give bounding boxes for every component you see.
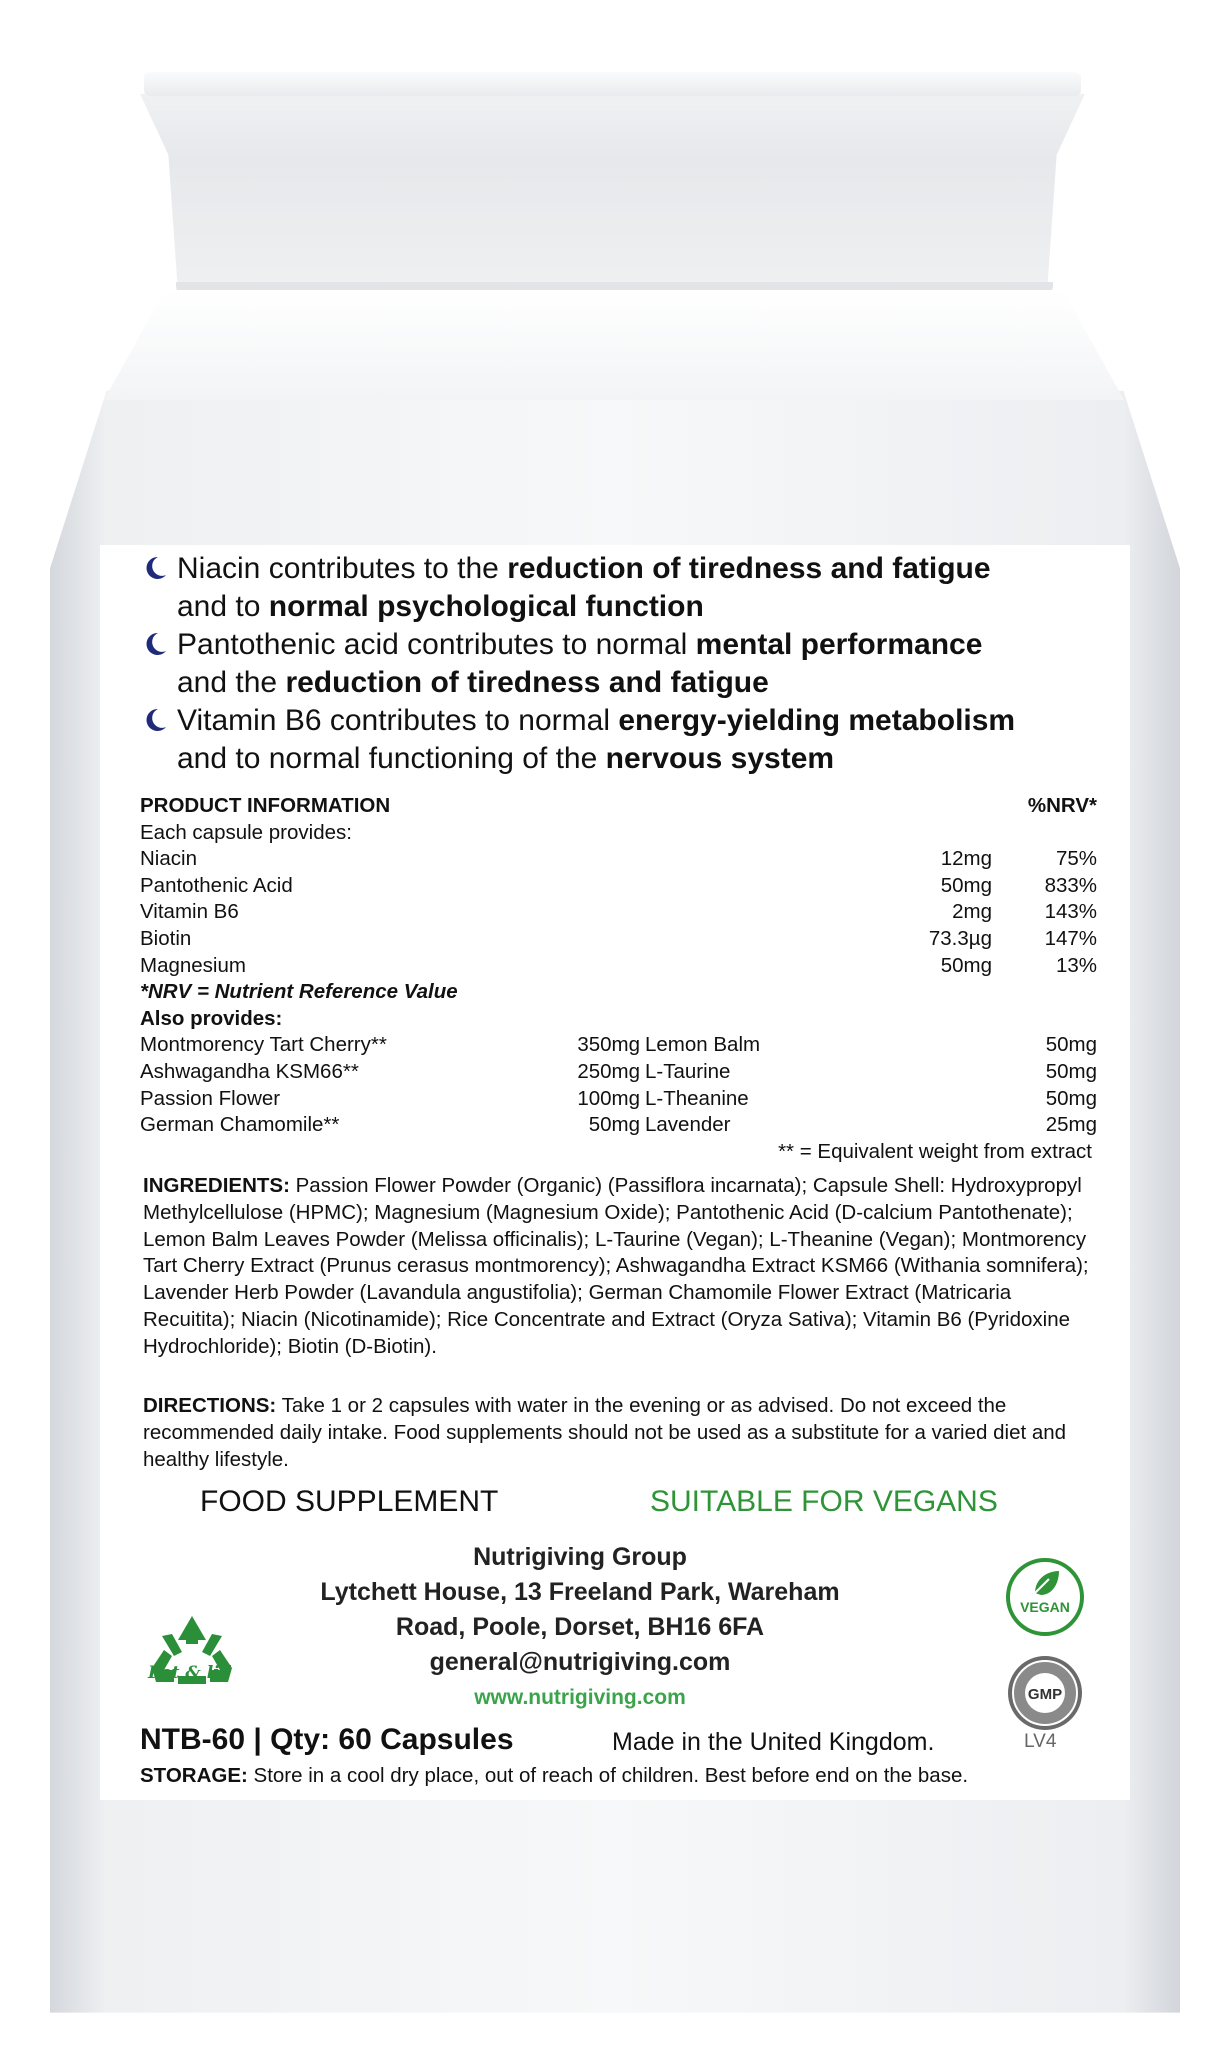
- nutrient-nrv: 147%: [1044, 926, 1097, 950]
- recycle-icon: [142, 1600, 242, 1720]
- also-amount: 50mg: [1045, 1059, 1097, 1083]
- claim-bold: reduction of tiredness and fatigue: [507, 552, 991, 585]
- lid-rim: [144, 72, 1081, 96]
- product-info-heading: PRODUCT INFORMATION: [140, 794, 391, 817]
- also-row: [140, 1112, 1097, 1139]
- suitable-for-vegans-text: SUITABLE FOR VEGANS: [650, 1485, 998, 1518]
- storage-label: STORAGE:: [140, 1764, 248, 1787]
- made-in-text: Made in the United Kingdom.: [612, 1728, 935, 1756]
- also-name: L-Theanine: [645, 1086, 749, 1110]
- nutrient-amount: 73.3µg: [928, 926, 992, 950]
- claim-text: and to: [177, 590, 269, 623]
- food-supplement-text: FOOD SUPPLEMENT: [200, 1485, 499, 1518]
- ingredients-label: INGREDIENTS:: [143, 1174, 290, 1197]
- nutrient-row: [140, 899, 1097, 926]
- nutrient-amount: 2mg: [952, 900, 992, 924]
- nutrient-name: Vitamin B6: [140, 900, 239, 924]
- label-version: LV4: [1024, 1731, 1057, 1752]
- company-website: www.nutrigiving.com: [474, 1686, 686, 1709]
- also-name: Lavender: [645, 1113, 731, 1137]
- claim-pantothenic: [140, 626, 1140, 702]
- also-name: German Chamomile**: [140, 1113, 340, 1137]
- claim-bold: nervous system: [605, 742, 835, 775]
- nutrient-nrv: 143%: [1044, 900, 1097, 924]
- also-amount: 50mg: [1045, 1033, 1097, 1057]
- also-name: Montmorency Tart Cherry**: [140, 1033, 387, 1057]
- product-code: NTB-60 | Qty: 60 Capsules: [140, 1723, 514, 1756]
- health-claims: [140, 550, 1140, 778]
- moon-bullet-icon: [142, 555, 168, 581]
- moon-bullet-icon: [142, 631, 168, 657]
- claim-vitamin-b6: [140, 702, 1140, 778]
- nutrient-row: [140, 846, 1097, 873]
- extract-note: ** = Equivalent weight from extract: [778, 1139, 1092, 1163]
- nutrient-name: Magnesium: [140, 953, 246, 977]
- gmp-seal-icon: [1005, 1653, 1085, 1733]
- claim-bold: normal psychological function: [268, 590, 704, 623]
- vegan-leaf-icon: [1005, 1557, 1085, 1637]
- nutrient-name: Niacin: [140, 847, 197, 871]
- also-name: Passion Flower: [140, 1086, 281, 1110]
- nutrient-nrv: 833%: [1044, 873, 1097, 897]
- bottle-shoulder: [104, 290, 1124, 400]
- nrv-note: *NRV = Nutrient Reference Value: [140, 980, 458, 1004]
- company-email: general@nutrigiving.com: [429, 1648, 731, 1676]
- storage-block: [140, 1764, 968, 1788]
- also-amount: 50mg: [1045, 1086, 1097, 1110]
- nutrient-row: [140, 873, 1097, 900]
- nutrient-amount: 50mg: [940, 953, 992, 977]
- also-amount: 350mg: [577, 1033, 640, 1057]
- claim-niacin: [140, 550, 1140, 626]
- also-amount: 50mg: [588, 1113, 640, 1137]
- claim-bold: reduction of tiredness and fatigue: [285, 666, 769, 699]
- directions-text: Take 1 or 2 capsules with water in the evening or as advised. Do not exceed the recommended daily intake. Food supplements should not be used as a substitute for a varied diet and healthy lifestyle.: [143, 1394, 1067, 1471]
- storage-text: Store in a cool dry place, out of reach of children. Best before end on the base.: [247, 1764, 969, 1787]
- claim-bold: mental performance: [695, 628, 983, 661]
- company-name: Nutrigiving Group: [473, 1543, 687, 1571]
- also-row: [140, 1086, 1097, 1113]
- nutrient-nrv: 75%: [1055, 847, 1097, 871]
- ingredients-text: Passion Flower Powder (Organic) (Passiflora incarnata); Capsule Shell: Hydroxypropyl Methylcellulose (HPMC); Magnesium (Magnesium Oxide); Pantothenic Acid (D-calcium Pantothenate); Lemon Balm Leaves Powder (Melissa officinalis); L-Taurine (Vegan); L-Theanine (Vegan); Montmorency Tart Cherry Extract (Prunus cerasus montmorency); Ashwagandha Extract KSM66 (Withania somnifera); Lavender Herb Powder (Lavandula angustifolia); German Chamomile Flower Extract (Matricaria Recuitita); Niacin (Nicotinamide); Rice Concentrate and Extract (Oryza Sativa); Vitamin B6 (Pyridoxine Hydrochloride); Biotin (D-Biotin).: [143, 1174, 1089, 1358]
- also-amount: 250mg: [577, 1059, 640, 1083]
- also-row: [140, 1032, 1097, 1059]
- claim-text: Vitamin B6 contributes to normal: [177, 704, 619, 737]
- claim-text: Niacin contributes to the: [177, 552, 508, 585]
- product-information-table: [140, 793, 1097, 1165]
- also-provides-heading: Also provides:: [140, 1006, 283, 1030]
- nutrient-nrv: 13%: [1055, 953, 1097, 977]
- product-label: [100, 545, 1130, 1800]
- nutrient-row: [140, 953, 1097, 980]
- recycle-caption: Pot & lid: [148, 1663, 232, 1683]
- ingredients-block: [143, 1173, 1098, 1361]
- claim-text: and to normal functioning of the: [177, 742, 606, 775]
- also-name: Lemon Balm: [645, 1033, 761, 1057]
- bottle-lid: [140, 72, 1085, 290]
- also-amount: 100mg: [577, 1086, 640, 1110]
- nrv-heading: %NRV*: [1027, 794, 1097, 817]
- nutrient-name: Pantothenic Acid: [140, 873, 293, 897]
- directions-label: DIRECTIONS:: [143, 1394, 277, 1417]
- claim-text: Pantothenic acid contributes to normal: [177, 628, 696, 661]
- claim-text: and the: [177, 666, 286, 699]
- each-capsule-text: Each capsule provides:: [140, 820, 352, 844]
- also-row: [140, 1059, 1097, 1086]
- also-name: L-Taurine: [645, 1059, 731, 1083]
- moon-bullet-icon: [142, 707, 168, 733]
- nutrient-name: Biotin: [140, 926, 192, 950]
- nutrient-amount: 50mg: [940, 873, 992, 897]
- directions-block: [143, 1393, 1098, 1473]
- also-name: Ashwagandha KSM66**: [140, 1059, 359, 1083]
- company-address: Lytchett House, 13 Freeland Park, Wareham: [320, 1578, 840, 1606]
- also-amount: 25mg: [1045, 1113, 1097, 1137]
- nutrient-amount: 12mg: [940, 847, 992, 871]
- nutrient-row: [140, 926, 1097, 953]
- company-address: Road, Poole, Dorset, BH16 6FA: [395, 1613, 765, 1641]
- gmp-badge-text: GMP: [1027, 1686, 1063, 1703]
- claim-bold: energy-yielding metabolism: [618, 704, 1016, 737]
- company-block: [280, 1540, 880, 1715]
- vegan-badge-text: VEGAN: [1020, 1599, 1070, 1615]
